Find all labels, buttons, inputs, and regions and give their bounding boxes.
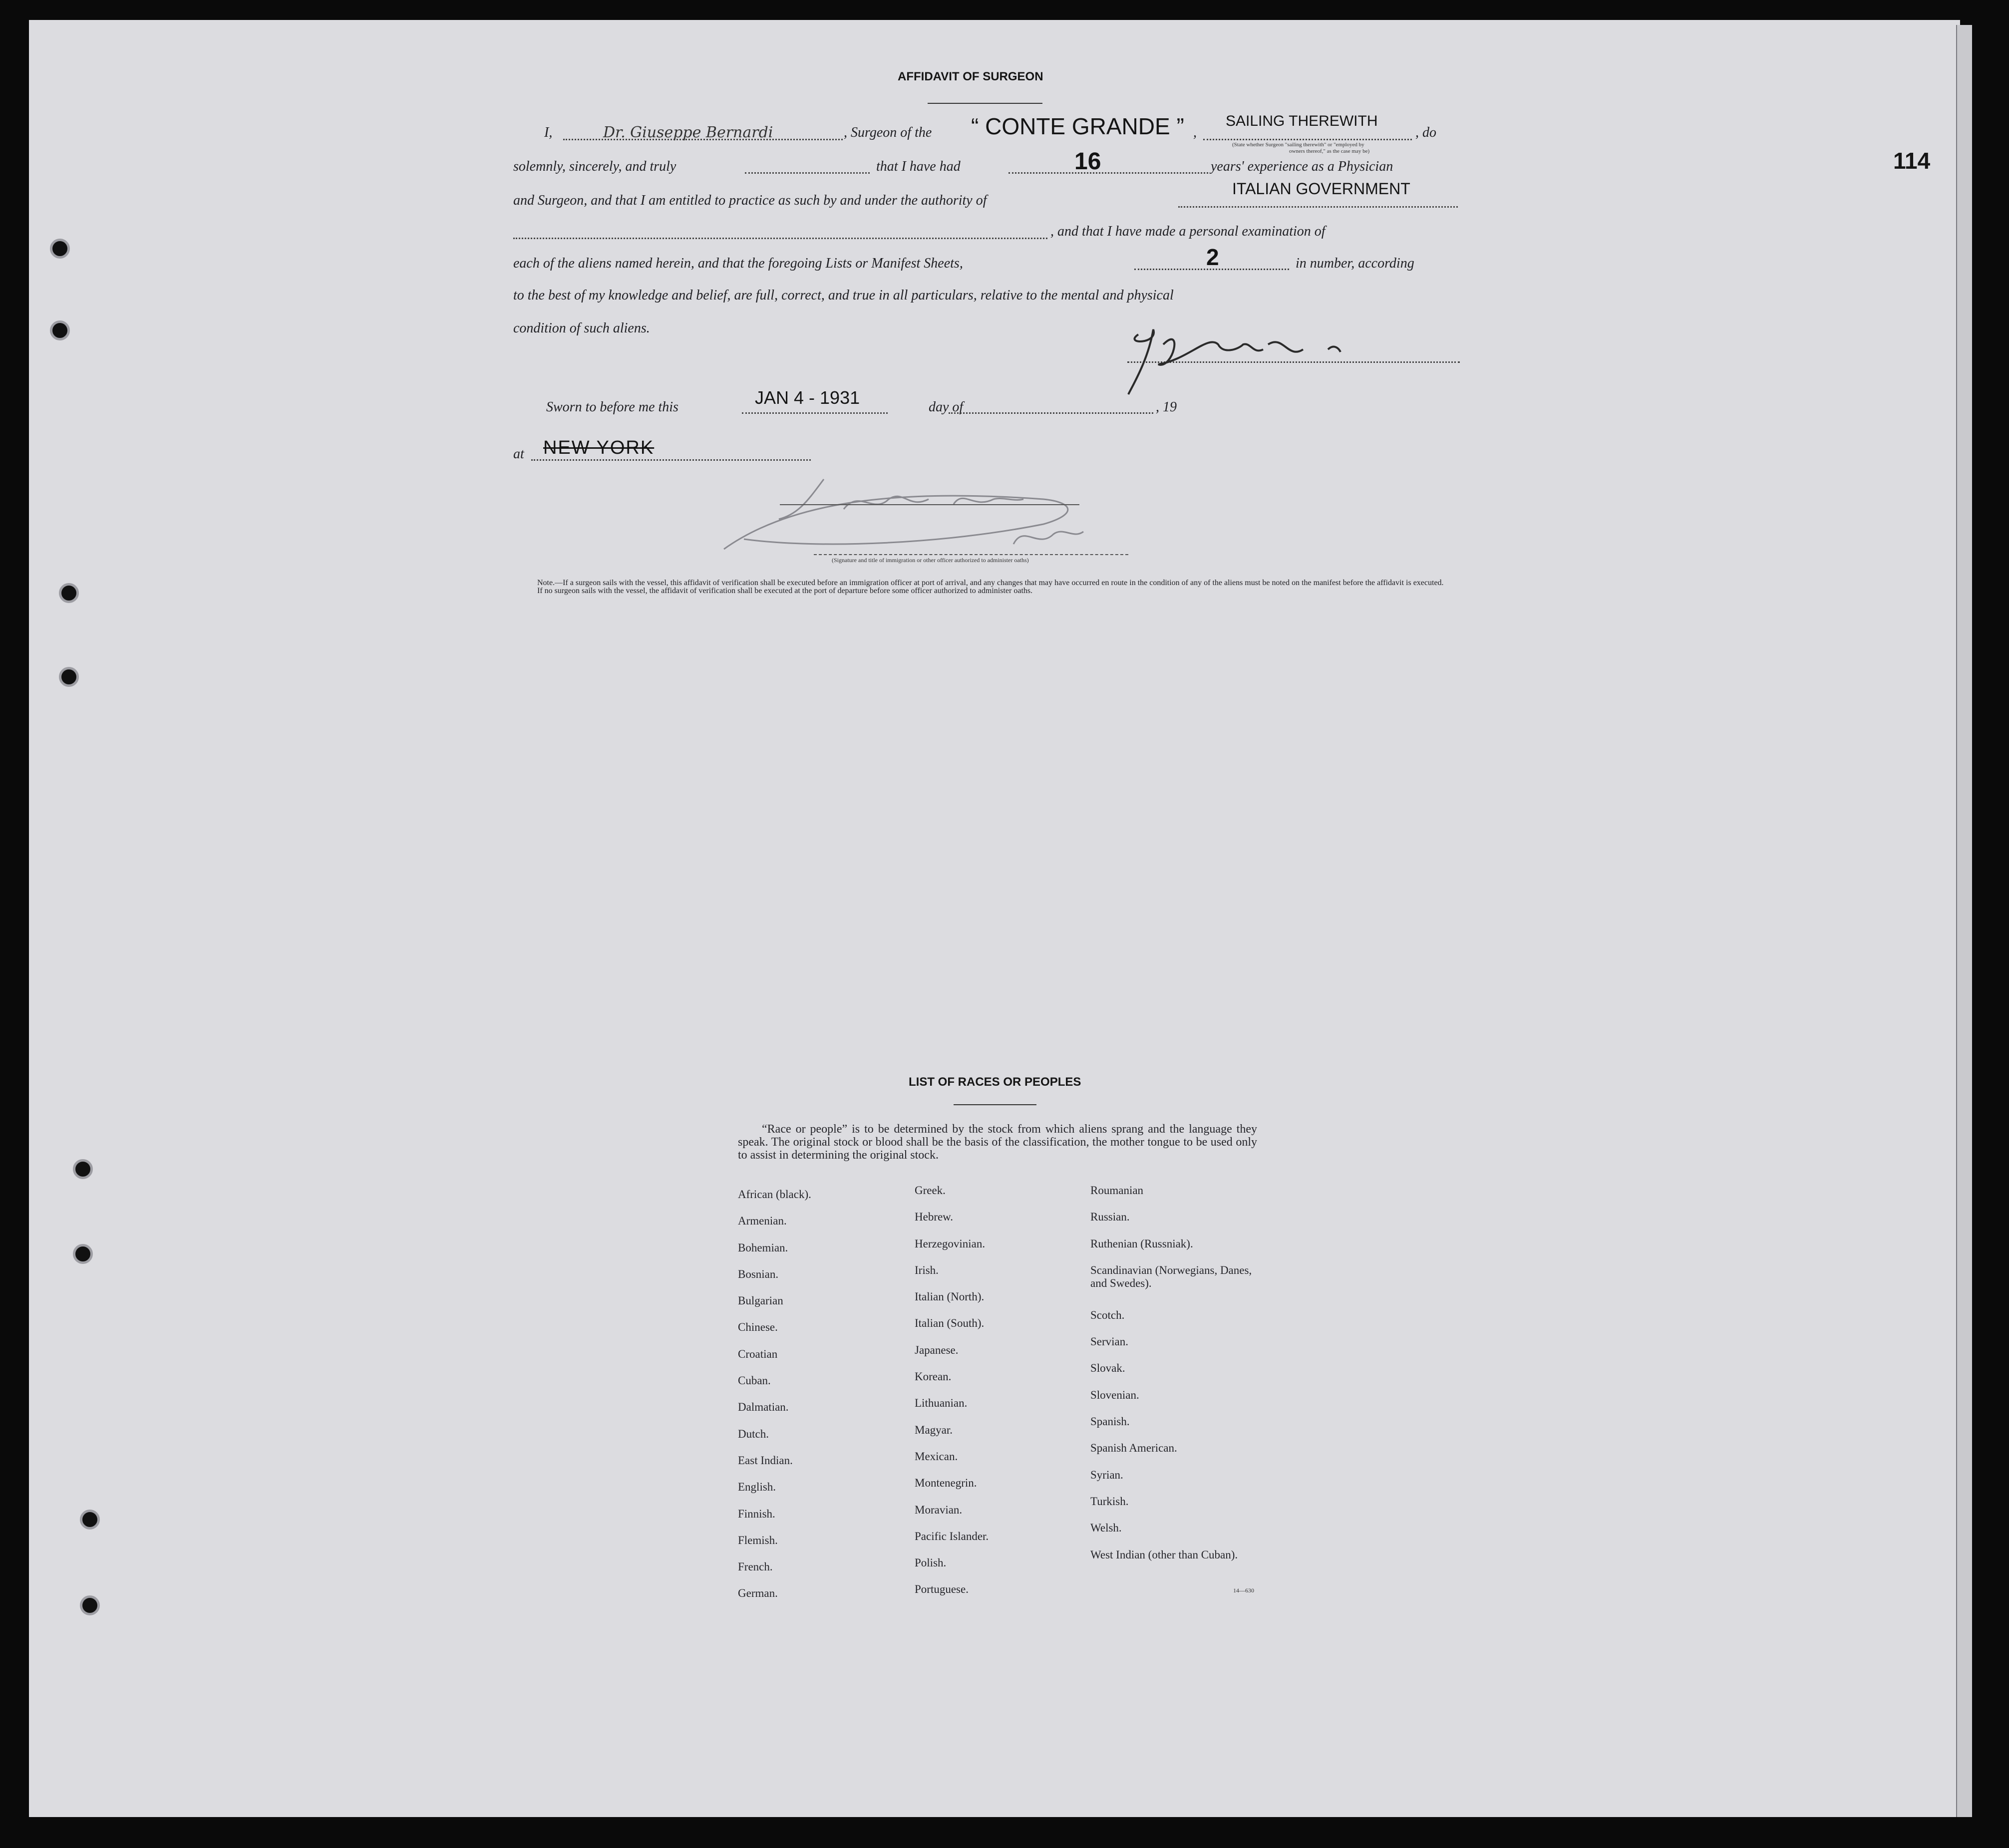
race-item: Mexican. — [915, 1450, 958, 1463]
sheet-edge — [1956, 25, 1972, 1817]
binder-hole — [50, 320, 70, 340]
form-number: 14—630 — [1233, 1587, 1254, 1594]
line1-comma: , — [1193, 125, 1197, 140]
line2-middle: that I have had — [876, 159, 961, 174]
binder-hole — [59, 583, 79, 603]
race-item: Montenegrin. — [915, 1477, 977, 1490]
race-item: Polish. — [915, 1556, 947, 1569]
line2-suffix: years' experience as a Physician — [1211, 159, 1393, 174]
surgeon-name: Dr. Giuseppe Bernardi — [603, 124, 773, 141]
line4-text: , and that I have made a personal examination of — [1050, 224, 1326, 239]
affidavit-title: AFFIDAVIT OF SURGEON — [898, 70, 1043, 83]
race-item: Russian. — [1090, 1211, 1130, 1224]
page-number: 114 — [1893, 148, 1931, 174]
race-item: Dalmatian. — [738, 1401, 789, 1414]
race-item: Servian. — [1090, 1335, 1129, 1348]
sworn-date: JAN 4 - 1931 — [755, 387, 860, 408]
races-title: LIST OF RACES OR PEOPLES — [909, 1075, 1081, 1089]
authority-continued-blank — [513, 238, 1047, 239]
title-rule — [928, 103, 1042, 104]
note-paragraph-2: If no surgeon sails with the vessel, the affidavit of verification shall be executed at the port of departure before some officer authorized to administer oaths. — [537, 587, 1033, 595]
sworn-middle: day of — [929, 399, 964, 415]
line5-suffix: in number, according — [1296, 256, 1414, 271]
races-title-rule — [954, 1104, 1036, 1105]
line6-text: to the best of my knowledge and belief, are full, correct, and true in all particulars, relative to the mental and physical — [513, 288, 1174, 303]
race-item: German. — [738, 1587, 778, 1600]
sworn-suffix: , 19 — [1156, 399, 1177, 415]
races-column-3 — [1090, 1184, 1270, 1593]
race-item: Armenian. — [738, 1215, 787, 1228]
officer-title-line — [814, 554, 1128, 555]
race-item: Roumanian — [1090, 1184, 1144, 1197]
line1-middle: , Surgeon of the — [844, 125, 932, 140]
race-item: Syrian. — [1090, 1468, 1123, 1481]
officer-signature-line — [780, 504, 1079, 505]
races-column-1 — [738, 1188, 811, 1614]
race-item: West Indian (other than Cuban). — [1090, 1548, 1238, 1561]
surgeon-signature — [1118, 314, 1418, 399]
race-item: Slovenian. — [1090, 1388, 1139, 1401]
line1-prefix: I, — [544, 125, 553, 140]
race-item: Welsh. — [1090, 1522, 1122, 1535]
sworn-prefix: Sworn to before me this — [546, 399, 678, 415]
race-item: African (black). — [738, 1188, 811, 1201]
sworn-date-blank — [742, 412, 888, 414]
race-item: Finnish. — [738, 1507, 775, 1520]
binder-hole — [50, 239, 70, 259]
line1-suffix: , do — [1415, 125, 1436, 140]
race-item: Bohemian. — [738, 1241, 788, 1254]
officer-caption: (Signature and title of immigration or other officer authorized to administer oaths) — [832, 557, 1029, 564]
authority-blank — [1178, 206, 1458, 208]
race-item: Dutch. — [738, 1427, 769, 1440]
authority: ITALIAN GOVERNMENT — [1232, 180, 1410, 198]
line5-text: each of the aliens named herein, and that the foregoing Lists or Manifest Sheets, — [513, 256, 963, 271]
binder-hole — [80, 1510, 100, 1530]
race-item: Spanish. — [1090, 1415, 1130, 1428]
note-paragraph-1: Note.—If a surgeon sails with the vessel, this affidavit of verification shall be executed before an immigration officer at port of arrival, and any changes that may have occurred en route in the condition of any of the aliens must be noted on the manifest before the affidavit is executed. — [537, 579, 1444, 587]
race-item: Hebrew. — [915, 1211, 954, 1224]
race-item: Slovak. — [1090, 1362, 1125, 1375]
race-item: Portuguese. — [915, 1583, 969, 1596]
affirm-blank — [745, 172, 870, 174]
race-item: Bulgarian — [738, 1294, 783, 1307]
race-item: Scandinavian (Norwegians, Danes, and Swedes). — [1090, 1263, 1252, 1289]
years-blank — [1008, 172, 1208, 174]
sailing-status: SAILING THEREWITH — [1226, 113, 1378, 129]
races-column-2 — [915, 1184, 989, 1610]
sheet-count: 2 — [1206, 244, 1219, 270]
race-item: Greek. — [915, 1184, 946, 1197]
race-item: Japanese. — [915, 1343, 959, 1356]
race-item: Flemish. — [738, 1534, 778, 1546]
status-caption-2: owners thereof," as the case may be) — [1289, 148, 1370, 154]
race-item: Chinese. — [738, 1321, 778, 1334]
place-prefix: at — [513, 446, 524, 462]
binder-hole — [73, 1159, 93, 1179]
race-item: Pacific Islander. — [915, 1530, 989, 1542]
line2-prefix: solemnly, sincerely, and truly — [513, 159, 676, 174]
ship-name: “ CONTE GRANDE ” — [971, 113, 1184, 139]
race-item: Herzegovinian. — [915, 1237, 986, 1250]
years-experience: 16 — [1074, 148, 1101, 175]
race-item: Croatian — [738, 1347, 778, 1360]
sworn-month-blank — [949, 412, 1153, 414]
race-item: Ruthenian (Russniak). — [1090, 1237, 1193, 1250]
races-intro: “Race or people” is to be determined by the stock from which aliens sprang and the language they speak. The original stock or blood shall be the basis of the classification, the mother tongue to be used only to assist in determining the original stock. — [738, 1123, 1257, 1162]
race-item: Italian (South). — [915, 1317, 985, 1330]
race-item: Italian (North). — [915, 1290, 985, 1303]
race-item: Cuban. — [738, 1374, 771, 1387]
binder-hole — [59, 667, 79, 687]
race-item: Scotch. — [1090, 1308, 1125, 1321]
race-item: Bosnian. — [738, 1267, 779, 1280]
race-item: Magyar. — [915, 1423, 953, 1436]
race-item: Turkish. — [1090, 1495, 1129, 1508]
status-caption-1: (State whether Surgeon "sailing therewith" or "employed by — [1232, 142, 1364, 148]
place-city: NEW YORK — [543, 437, 655, 458]
status-blank — [1203, 139, 1412, 140]
line7-text: condition of such aliens. — [513, 320, 650, 336]
race-item: Moravian. — [915, 1503, 963, 1516]
line3-text: and Surgeon, and that I am entitled to practice as such by and under the authority of — [513, 193, 987, 208]
binder-hole — [73, 1244, 93, 1264]
race-item: Spanish American. — [1090, 1442, 1177, 1455]
race-item: East Indian. — [738, 1454, 793, 1467]
race-item: French. — [738, 1560, 773, 1573]
race-item: English. — [738, 1481, 776, 1494]
place-blank — [531, 459, 811, 461]
affidavit-note — [517, 579, 1466, 595]
race-item: Lithuanian. — [915, 1397, 968, 1410]
race-item: Irish. — [915, 1263, 939, 1276]
binder-hole — [80, 1595, 100, 1615]
race-item: Korean. — [915, 1370, 952, 1383]
